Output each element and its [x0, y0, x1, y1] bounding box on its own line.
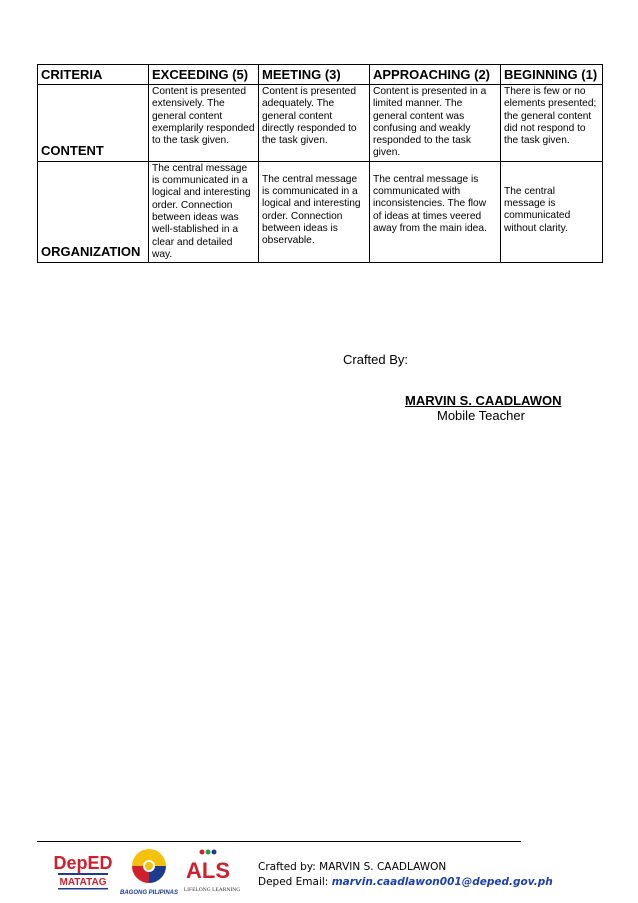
deped-wordmark: DepED	[53, 853, 113, 873]
rubric-header-row	[38, 65, 603, 85]
header-beginning: BEGINNING (1)	[501, 65, 603, 85]
matatag-wordmark: MATATAG	[59, 877, 107, 888]
rubric-table	[37, 64, 603, 263]
table-row	[38, 161, 603, 262]
bagong-pilipinas-wordmark: BAGONG PILIPINAS	[119, 890, 179, 896]
content-beginning: There is few or no elements presented; the general content did not respond to the task given.	[501, 85, 603, 162]
author-name: MARVIN S. CAADLAWON	[405, 393, 562, 408]
crafted-by-label: Crafted By:	[343, 352, 409, 367]
footer-email-label: Deped Email:	[258, 876, 332, 888]
organization-meeting: The central message is communicated in a logical and interesting order. Connection between ideas is observable.	[259, 161, 370, 262]
author-role: Mobile Teacher	[437, 408, 525, 423]
content-approaching: Content is presented in a limited manner. The general content was confusing and weakly responded to the task given.	[370, 85, 501, 162]
bagong-pilipinas-logo	[118, 846, 180, 898]
criterion-content: CONTENT	[38, 85, 149, 162]
footer-email-line	[258, 875, 553, 890]
als-logo	[184, 846, 240, 898]
lifelong-learning-wordmark: LIFELONG LEARNING	[184, 887, 240, 893]
organization-beginning: The central message is communicated without clarity.	[501, 161, 603, 262]
criterion-organization: ORGANIZATION	[38, 161, 149, 262]
header-exceeding: EXCEEDING (5)	[149, 65, 259, 85]
organization-approaching: The central message is communicated with inconsistencies. The flow of ideas at times veered away from the main idea.	[370, 161, 501, 262]
table-row	[38, 85, 603, 162]
header-criteria: CRITERIA	[38, 65, 149, 85]
header-meeting: MEETING (3)	[259, 65, 370, 85]
content-exceeding: Content is presented extensively. The general content exemplarily responded to the task given.	[149, 85, 259, 162]
header-approaching: APPROACHING (2)	[370, 65, 501, 85]
footer-credits	[258, 860, 553, 890]
als-wordmark: ALS	[186, 858, 230, 883]
footer-email-link[interactable]: marvin.caadlawon001@deped.gov.ph	[331, 876, 553, 888]
deped-logo	[52, 850, 114, 894]
organization-exceeding: The central message is communicated in a logical and interesting order. Connection between ideas was well-stablished in a clear and detailed way.	[149, 161, 259, 262]
content-meeting: Content is presented adequately. The general content directly responded to the task given.	[259, 85, 370, 162]
footer-divider	[37, 841, 521, 842]
footer-crafted-by: Crafted by: MARVIN S. CAADLAWON	[258, 861, 447, 873]
